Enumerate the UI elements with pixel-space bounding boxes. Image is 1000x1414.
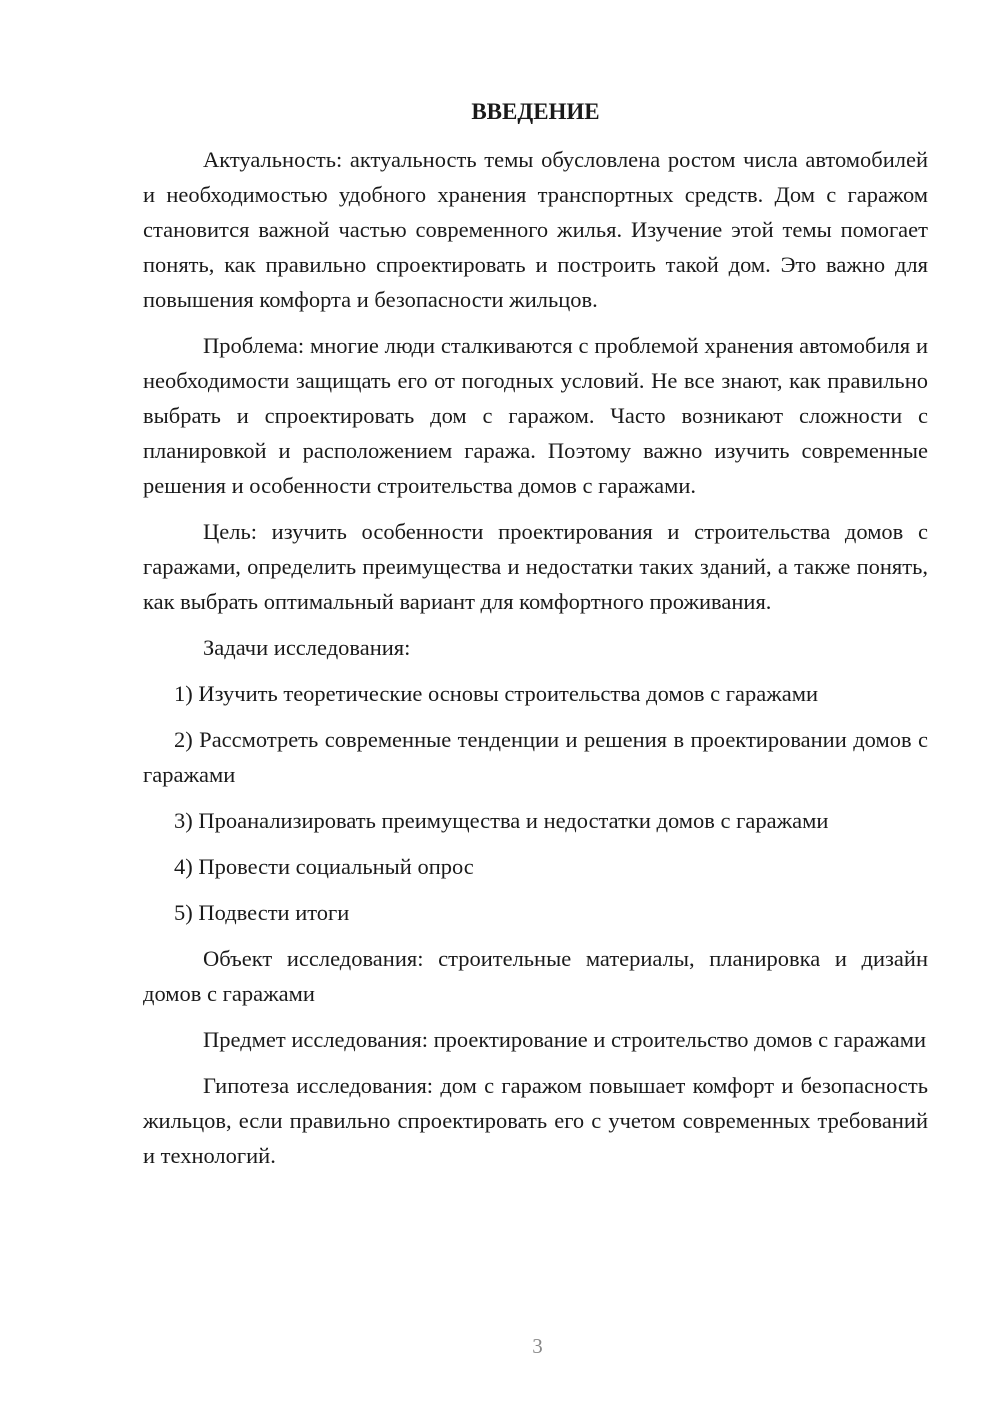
task-item: 3) Проанализировать преимущества и недостатки домов с гаражами [174, 808, 829, 833]
relevance-paragraph: Актуальность: актуальность темы обусловлена ростом числа автомобилей и необходимостью удобного хранения транспортных средств. Дом с гаражом становится важной частью современного жилья. Изучение этой темы помогает понять, как правильно спроектировать и построить такой дом. Это важно для повышения комфорта и безопасности жильцов. [143, 147, 928, 312]
object-paragraph: Объект исследования: строительные материалы, планировка и дизайн домов с гаражами [143, 946, 928, 1006]
problem-paragraph: Проблема: многие люди сталкиваются с проблемой хранения автомобиля и необходимости защищать его от погодных условий. Не все знают, как правильно выбрать и спроектировать дом с гаражом. Часто возникают сложности с планировкой и расположением гаража. Поэтому важно изучить современные решения и особенности строительства домов с гаражами. [143, 333, 928, 498]
tasks-title: Задачи исследования: [203, 635, 411, 660]
goal-paragraph: Цель: изучить особенности проектирования и строительства домов с гаражами, определить преимущества и недостатки таких зданий, а также понять, как выбрать оптимальный вариант для комфортного проживания. [143, 519, 928, 614]
hypothesis-paragraph: Гипотеза исследования: дом с гаражом повышает комфорт и безопасность жильцов, если правильно спроектировать его с учетом современных требований и технологий. [143, 1073, 928, 1168]
task-item: 1) Изучить теоретические основы строительства домов с гаражами [174, 681, 819, 706]
subject-paragraph: Предмет исследования: проектирование и строительство домов с гаражами [203, 1027, 927, 1052]
task-item: 2) Рассмотреть современные тенденции и решения в проектировании домов с гаражами [143, 727, 928, 787]
document-page [143, 94, 928, 1184]
task-item: 5) Подвести итоги [174, 900, 350, 925]
page-number: 3 [532, 1334, 543, 1358]
section-heading: ВВЕДЕНИЕ [471, 99, 600, 124]
task-item: 4) Провести социальный опрос [174, 854, 474, 879]
tasks-list [143, 676, 928, 930]
